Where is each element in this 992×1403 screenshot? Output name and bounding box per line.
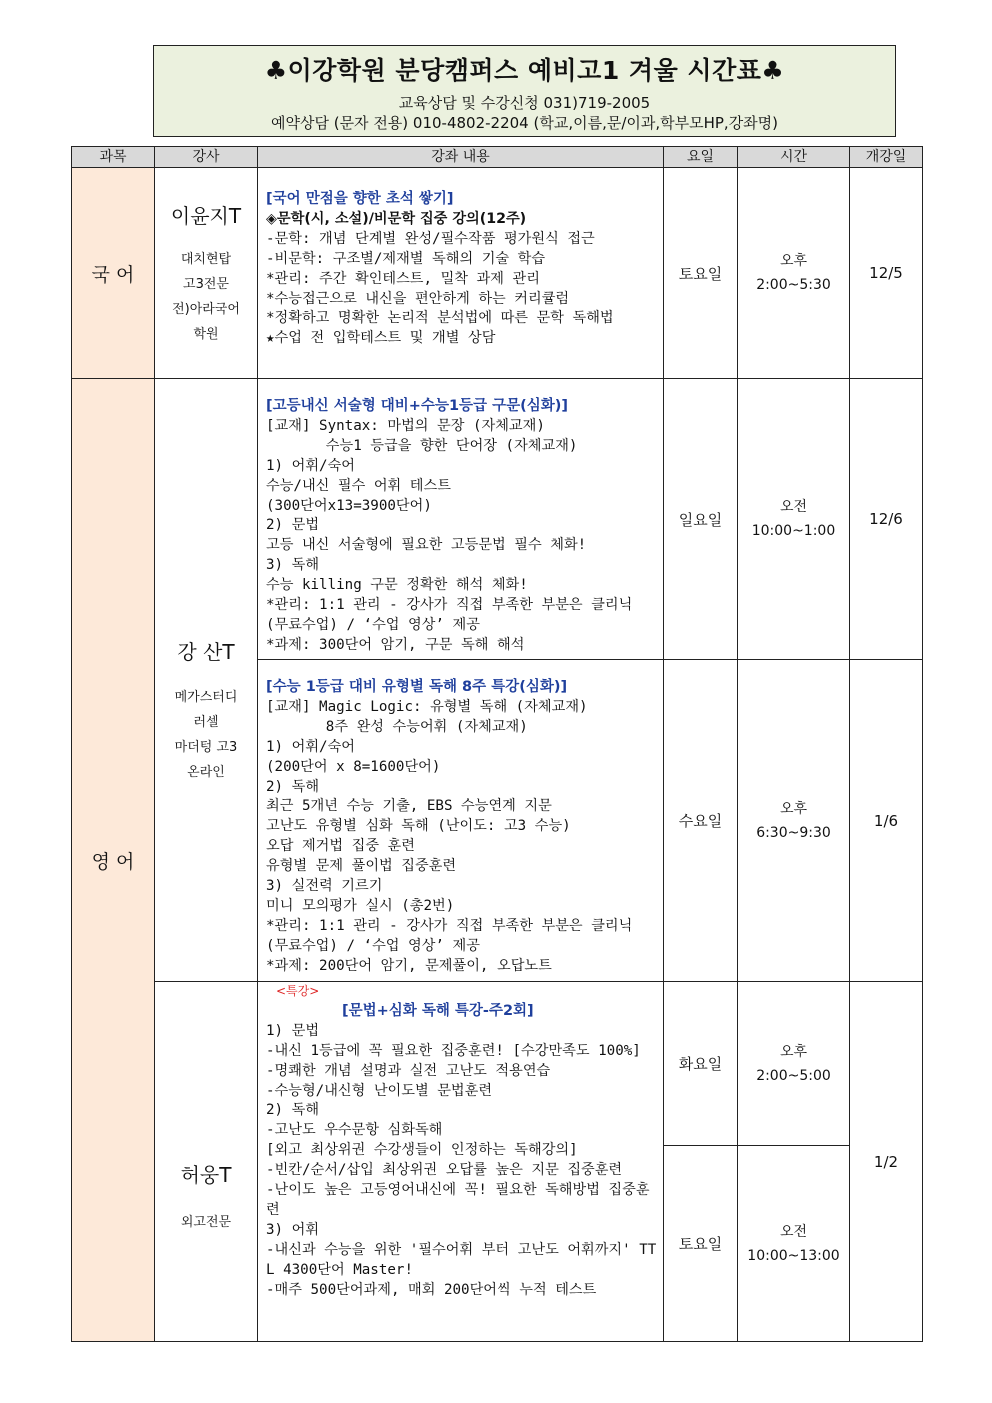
subject-korean: 국 어 [72, 168, 155, 379]
time-ampm: 오후 [779, 800, 808, 817]
start-korean: 12/5 [850, 168, 923, 379]
course-title: [문법+심화 독해 특강-주2회] [342, 1002, 534, 1019]
teacher-korean [155, 168, 258, 379]
day-korean: 토요일 [664, 168, 738, 379]
course-line: ★수업 전 입학테스트 및 개별 상담 [266, 330, 496, 347]
course-line: 2) 독해 [266, 1102, 320, 1119]
course-line: -매주 500단어과제, 매회 200단어씩 누적 테스트 [266, 1281, 597, 1298]
course-line: *관리: 주간 확인테스트, 밀착 과제 관리 [266, 270, 540, 287]
teacher-desc: 학원 [193, 326, 219, 342]
time-range: 10:00~13:00 [747, 1247, 840, 1264]
time-korean [738, 168, 850, 379]
course-line: 수능 killing 구문 정확한 해석 체화! [266, 577, 528, 594]
course-line: -빈칸/순서/삽입 최상위권 오답률 높은 지문 집중훈련 [266, 1162, 623, 1179]
table-row-english-1 [72, 379, 923, 660]
start-english-3: 1/2 [850, 982, 923, 1342]
teacher-desc: 온라인 [187, 764, 225, 780]
table-row-english-3a [72, 982, 923, 1146]
course-line: 3) 독해 [266, 557, 320, 574]
course-line: *관리: 1:1 관리 - 강사가 직접 부족한 부분은 클리닉 (무료수업) / ‘수업 영상’ 제공 [266, 917, 641, 954]
course-line: -문학: 개념 단계별 완성/필수작품 평가원식 접근 [266, 230, 595, 247]
course-line: [교재] Syntax: 마법의 문장 (자체교재) [266, 417, 545, 434]
reservation-sms: 예약상담 (문자 전용) 010-4802-2204 (학교,이름,문/이과,학부모HP,강좌명) [270, 114, 779, 132]
day-english-3a: 화요일 [664, 982, 738, 1146]
course-line: (200단어 x 8=1600단어) [266, 758, 441, 775]
course-line: 2) 독해 [266, 778, 320, 795]
course-line: 최근 5개년 수능 기출, EBS 수능연계 지문 [266, 798, 552, 815]
teacher-name: 이윤지T [170, 203, 242, 228]
course-title: [고등내신 서술형 대비+수능1등급 구문(심화)] [266, 398, 569, 414]
course-line: [교재] Magic Logic: 유형별 독해 (자체교재) [266, 698, 588, 715]
time-ampm: 오전 [779, 499, 808, 515]
course-line: 오답 제거법 집중 훈련 [266, 838, 415, 855]
course-line: -명쾌한 개념 설명과 실전 고난도 적용연습 [266, 1062, 551, 1079]
time-ampm: 오전 [779, 1223, 808, 1240]
course-line: 1) 문법 [266, 1022, 320, 1039]
teacher-desc: 고3전문 [183, 276, 229, 292]
col-header-teacher: 강사 [155, 147, 258, 168]
teacher-desc: 외고전문 [180, 1214, 232, 1230]
teacher-desc: 전)아라국어 [172, 301, 240, 317]
table-row-korean [72, 168, 923, 379]
course-line: 1) 어휘/숙어 [266, 738, 355, 755]
time-english-3b [738, 1146, 850, 1342]
special-tag: <특강> [276, 984, 320, 998]
day-english-2: 수요일 [664, 660, 738, 982]
time-range: 6:30~9:30 [756, 824, 831, 841]
course-line: 미니 모의평가 실시 (총2번) [266, 897, 455, 914]
day-english-3b: 토요일 [664, 1146, 738, 1342]
course-line: [외고 최상위권 수강생들이 인정하는 독해강의] [266, 1142, 578, 1159]
teacher-desc: 메가스터디 [174, 689, 238, 705]
header-box [153, 45, 896, 137]
course-content-english-3 [258, 982, 664, 1342]
course-line: 3) 어휘 [266, 1221, 320, 1238]
course-line: *수능접근으로 내신을 편안하게 하는 커리큘럼 [266, 290, 570, 307]
time-range: 10:00~1:00 [751, 523, 836, 539]
course-line: -고난도 우수문항 심화독해 [266, 1122, 443, 1139]
course-line: 고등 내신 서술형에 필요한 고등문법 필수 체화! [266, 537, 587, 554]
teacher-name: 허웅T [180, 1162, 232, 1187]
course-line: 고난도 유형별 심화 독해 (난이도: 고3 수능) [266, 818, 571, 835]
course-line: *과제: 300단어 암기, 구문 독해 해석 [266, 636, 525, 653]
course-line: *과제: 200단어 암기, 문제풀이, 오답노트 [266, 957, 552, 974]
subject-english: 영 어 [72, 379, 155, 1342]
course-line: 1) 어휘/숙어 [266, 457, 355, 474]
course-title: [수능 1등급 대비 유형별 독해 8주 특강(심화)] [266, 679, 568, 695]
schedule-table [71, 146, 923, 1342]
course-line: *관리: 1:1 관리 - 강사가 직접 부족한 부분은 클리닉 (무료수업) / ‘수업 영상’ 제공 [266, 597, 641, 633]
time-range: 2:00~5:30 [756, 277, 831, 293]
course-line: 3) 실전력 기르기 [266, 878, 383, 895]
course-content-english-2 [258, 660, 664, 982]
col-header-subject: 과목 [72, 147, 155, 168]
course-line: -수능형/내신형 난이도별 문법훈련 [266, 1082, 493, 1099]
course-line: *정확하고 명확한 논리적 분석법에 따른 문학 독해법 [266, 310, 614, 327]
teacher-desc: 마더텅 고3 [174, 739, 238, 755]
time-ampm: 오후 [779, 253, 808, 269]
col-header-day: 요일 [664, 147, 738, 168]
header-row [72, 147, 923, 168]
time-english-1 [738, 379, 850, 660]
time-range: 2:00~5:00 [756, 1067, 831, 1084]
teacher-name: 강 산T [177, 639, 235, 664]
time-english-3a [738, 982, 850, 1146]
course-line: ◈문학(시, 소설)/비문학 집중 강의(12주) [266, 210, 527, 227]
course-line: 유형별 문제 풀이법 집중훈련 [266, 858, 457, 875]
teacher-english-1 [155, 379, 258, 982]
course-line: -난이도 높은 고등영어내신에 꼭! 필요한 독해방법 집중훈련 [266, 1182, 650, 1218]
course-line: -내신과 수능을 위한 '필수어휘 부터 고난도 어휘까지' TTL 4300단어 Master! [266, 1241, 657, 1278]
col-header-time: 시간 [738, 147, 850, 168]
course-line: -내신 1등급에 꼭 필요한 집중훈련! [수강만족도 100%] [266, 1042, 641, 1059]
course-content-korean [258, 168, 664, 379]
day-english-1: 일요일 [664, 379, 738, 660]
course-line: 8주 완성 수능어휘 (자체교재) [266, 718, 528, 735]
col-header-content: 강좌 내용 [258, 147, 664, 168]
start-english-2: 1/6 [850, 660, 923, 982]
teacher-desc: 러셀 [193, 714, 219, 730]
time-ampm: 오후 [779, 1043, 808, 1060]
course-line: 2) 문법 [266, 517, 320, 534]
teacher-desc: 대치현탑 [180, 251, 232, 267]
time-english-2 [738, 660, 850, 982]
start-english-1: 12/6 [850, 379, 923, 660]
col-header-start: 개강일 [850, 147, 923, 168]
course-content-english-1 [258, 379, 664, 660]
course-line: 수능/내신 필수 어휘 테스트 [266, 477, 451, 494]
course-line: (300단어x13=3900단어) [266, 497, 432, 514]
teacher-english-2 [155, 982, 258, 1342]
course-line: 수능1 등급을 향한 단어장 (자체교재) [266, 437, 578, 454]
consult-phone: 교육상담 및 수강신청 031)719-2005 [398, 94, 651, 112]
course-line: -비문학: 구조별/제재별 독해의 기술 학습 [266, 250, 546, 267]
page-title: ♣이강학원 분당캠퍼스 예비고1 겨울 시간표♣ [264, 56, 785, 85]
course-title: [국어 만점을 향한 초석 쌓기] [266, 191, 454, 207]
